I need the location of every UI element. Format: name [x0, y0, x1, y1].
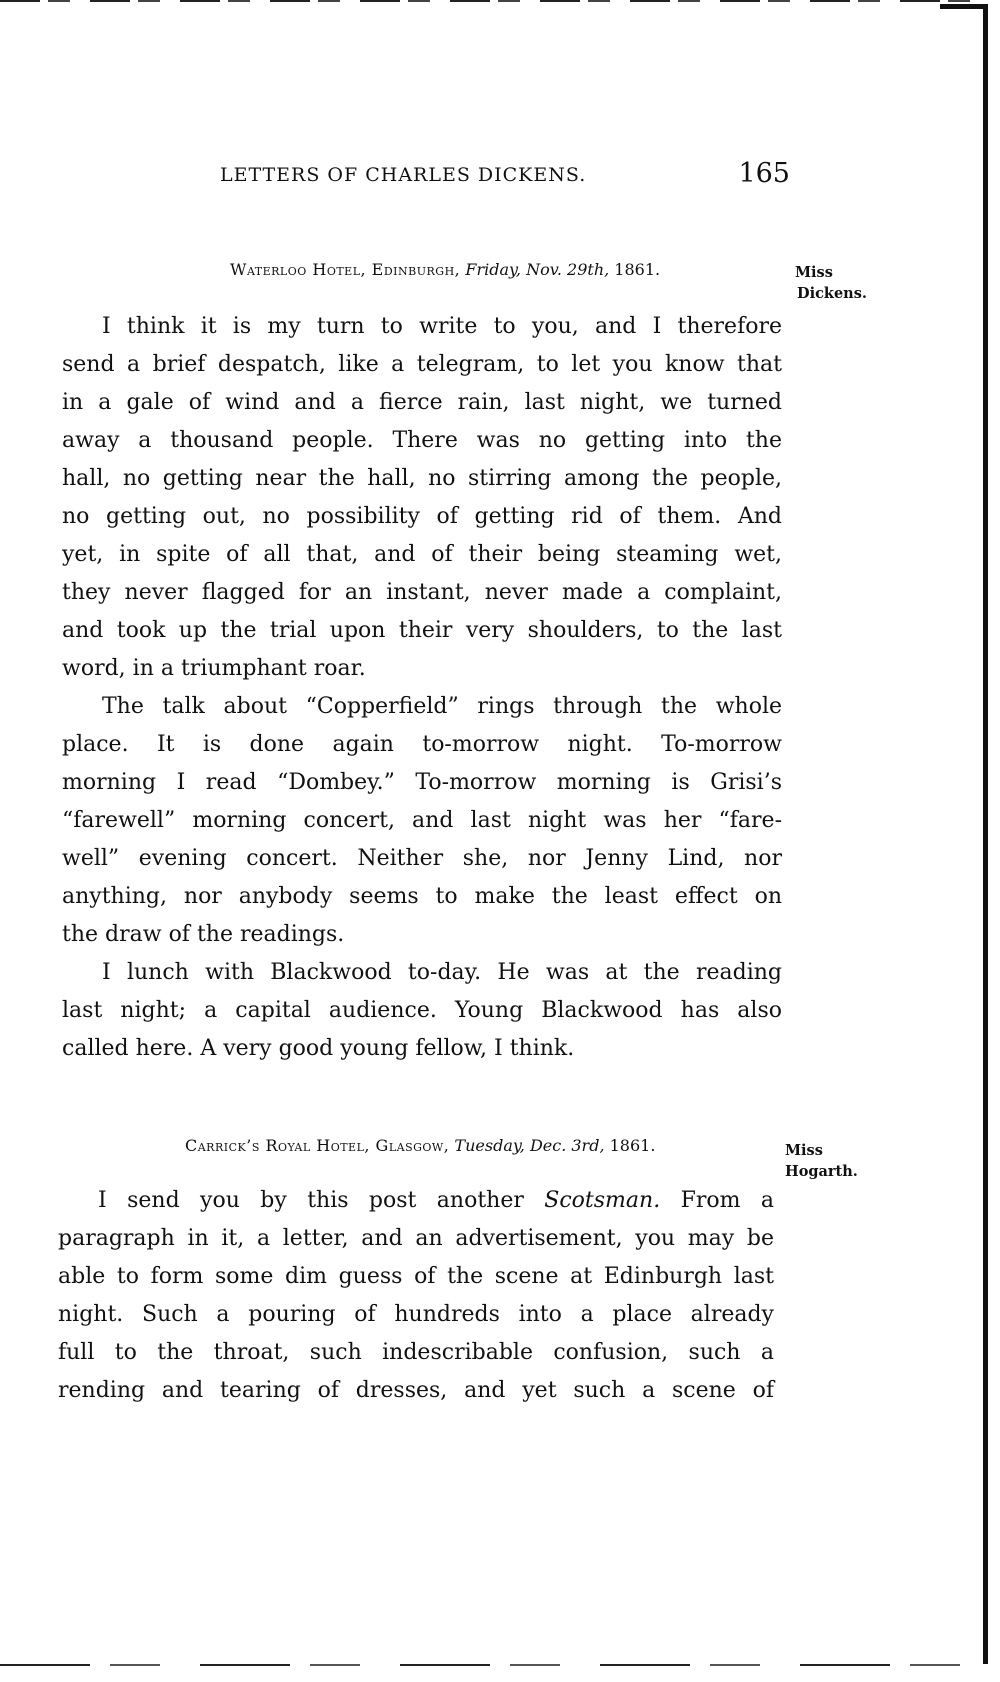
text-line: “farewell” morning concert, and last night was her “fare-: [62, 808, 782, 833]
text-line: send a brief despatch, like a telegram, to let you know that: [62, 352, 782, 377]
binding-edge-top: [940, 4, 988, 9]
text-line: [58, 1182, 774, 1220]
letter1-recipient-note: [795, 262, 867, 304]
letter1-dateline: [230, 260, 660, 279]
text-segment: From a: [680, 1188, 775, 1213]
binding-edge: [983, 4, 988, 1664]
letter1-day: Friday, Nov. 29th,: [465, 260, 610, 279]
text-segment: I send you by this post another: [98, 1188, 524, 1213]
recipient-name: Hogarth.: [785, 1163, 858, 1180]
text-line: they never flagged for an instant, never made a complaint,: [62, 580, 782, 605]
text-line: place. It is done again to-morrow night. To-morrow: [62, 732, 782, 757]
text-line: I lunch with Blackwood to-day. He was at the reading: [102, 960, 782, 985]
newspaper-title: Scotsman.: [544, 1188, 661, 1213]
scan-edge-top: [0, 0, 975, 2]
text-line: in a gale of wind and a fierce rain, last night, we turned: [62, 390, 782, 415]
text-line: able to form some dim guess of the scene at Edinburgh last: [58, 1264, 774, 1289]
letter1-body: [62, 308, 782, 1068]
letter2-year: 1861.: [609, 1136, 656, 1155]
text-line: morning I read “Dombey.” To-morrow morning is Grisi’s: [62, 770, 782, 795]
recipient-title: Miss: [795, 264, 833, 281]
text-line: yet, in spite of all that, and of their being steaming wet,: [62, 542, 782, 567]
text-line: well” evening concert. Neither she, nor Jenny Lind, nor: [62, 846, 782, 871]
running-title: LETTERS OF CHARLES DICKENS.: [220, 164, 587, 186]
letter2-day: Tuesday, Dec. 3rd,: [454, 1136, 605, 1155]
text-line: I think it is my turn to write to you, and I therefore: [102, 314, 782, 339]
text-line: the draw of the readings.: [62, 922, 345, 947]
text-line: The talk about “Copperfield” rings through the whole: [102, 694, 782, 719]
text-line: full to the throat, such indescribable confusion, such a: [58, 1340, 774, 1365]
text-line: no getting out, no possibility of getting rid of them. And: [62, 504, 782, 529]
text-line: night. Such a pouring of hundreds into a place already: [58, 1302, 774, 1327]
text-line: away a thousand people. There was no getting into the: [62, 428, 782, 453]
recipient-title: Miss: [785, 1142, 823, 1159]
page-number: 165: [738, 158, 790, 189]
text-line: rending and tearing of dresses, and yet such a scene of: [58, 1378, 774, 1403]
text-line: paragraph in it, a letter, and an advertisement, you may be: [58, 1226, 774, 1251]
scan-edge-bottom: [0, 1664, 975, 1666]
text-line: anything, nor anybody seems to make the least effect on: [62, 884, 782, 909]
text-line: and took up the trial upon their very shoulders, to the last: [62, 618, 782, 643]
letter2-body: [58, 1182, 774, 1410]
letter2-dateline: [185, 1136, 655, 1155]
text-line: word, in a triumphant roar.: [62, 656, 366, 681]
letter2-place: Carrick’s Royal Hotel, Glasgow,: [185, 1136, 450, 1155]
running-header: [220, 158, 790, 194]
text-line: hall, no getting near the hall, no stirring among the people,: [62, 466, 782, 491]
recipient-name: Dickens.: [797, 285, 867, 302]
text-line: called here. A very good young fellow, I think.: [62, 1036, 575, 1061]
letter1-year: 1861.: [614, 260, 661, 279]
text-line: last night; a capital audience. Young Blackwood has also: [62, 998, 782, 1023]
letter1-place: Waterloo Hotel, Edinburgh,: [230, 260, 461, 279]
letter2-recipient-note: [785, 1140, 858, 1182]
